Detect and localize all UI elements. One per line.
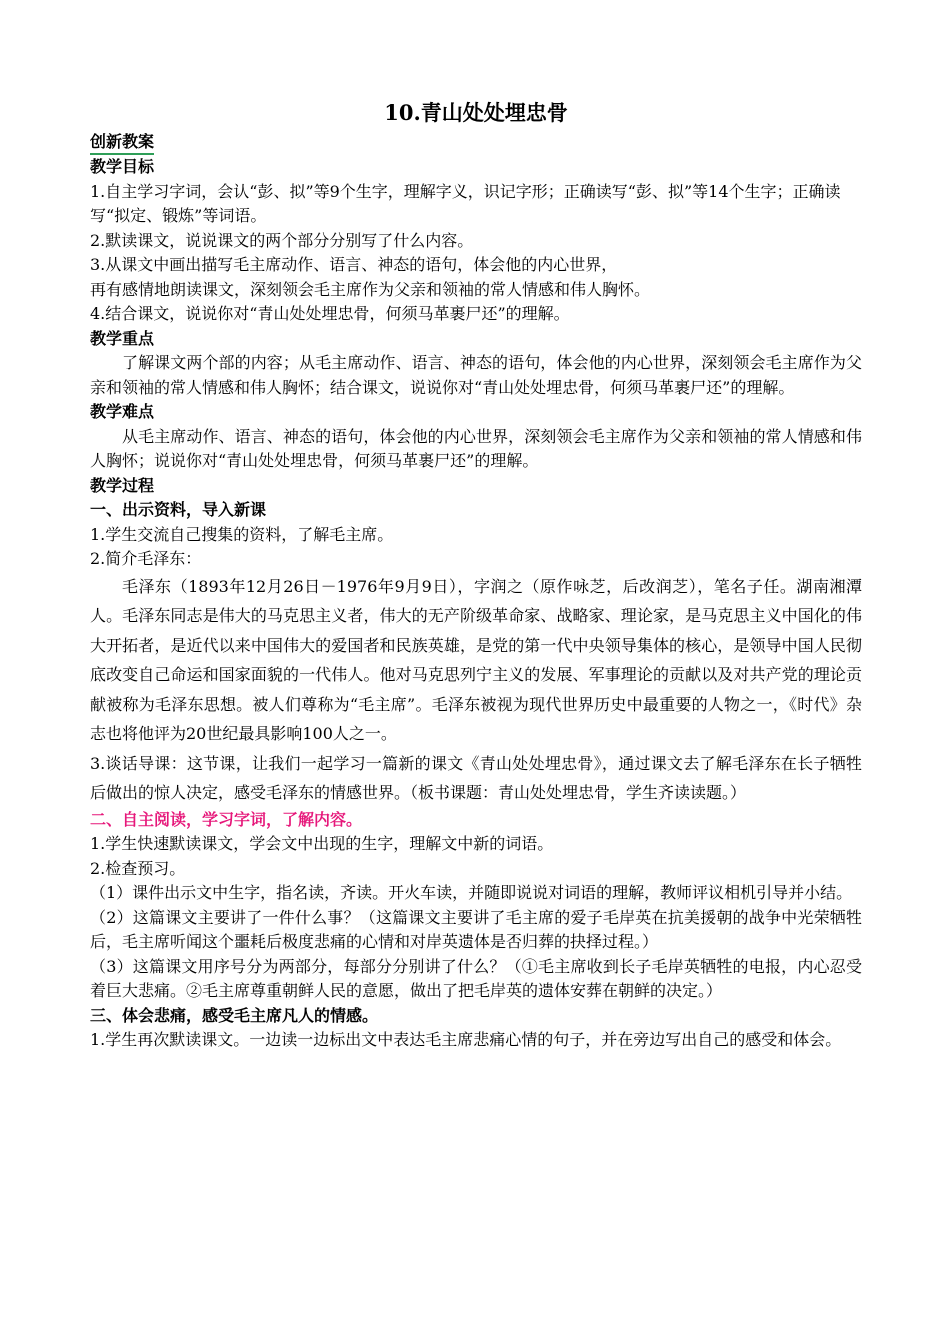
goal-item-2: 2.默读课文，说说课文的两个部分分别写了什么内容。 (90, 230, 474, 250)
step2-sub-2: （2）这篇课文主要讲了一件什么事？（这篇课文主要讲了毛主席的爱子毛岸英在抗美援朝的战争中光荣牺牲后，毛主席听闻这个噩耗后极度悲痛的心情和对岸英遗体是否归葬的抉择过程。） (90, 907, 862, 951)
key-points-text: 了解课文两个部的内容；从毛主席动作、语言、神态的语句，体会他的内心世界，深刻领会毛主席作为父亲和领袖的常人情感和伟人胸怀；结合课文，说说你对“青山处处埋忠骨，何须马革裹尸还”的理解。 (90, 353, 862, 397)
step1-heading: 一、出示资料，导入新课 (90, 500, 267, 519)
goal-item-1: 1.自主学习字词，会认“彭、拟”等9个生字，理解字义，识记字形；正确读写“彭、拟”等14个生字；正确读写“拟定、锻炼”等词语。 (90, 181, 841, 225)
step2-sub-1: （1）课件出示文中生字，指名读，齐读。开火车读，并随即说说对词语的理解，教师评议相机引导并小结。 (90, 883, 853, 902)
step2-item-2: 2.检查预习。 (90, 858, 186, 878)
step2-sub-3: （3）这篇课文用序号分为两部分，每部分分别讲了什么？（①毛主席收到长子毛岸英牺牲的电报，内心忍受着巨大悲痛。②毛主席尊重朝鲜人民的意愿，做出了把毛岸英的遗体安葬在朝鲜的决定。） (90, 956, 862, 1000)
difficulties-heading: 教学难点 (90, 402, 155, 421)
step3-item-1: 1.学生再次默读课文。一边读一边标出文中表达毛主席悲痛心情的句子，并在旁边写出自己的感受和体会。 (90, 1030, 842, 1049)
goal-item-3-continued: 再有感情地朗读课文，深刻领会毛主席作为父亲和领袖的常人情感和伟人胸怀。 (90, 279, 651, 299)
mao-biography: 毛泽东（1893年12月26日－1976年9月9日），字润之（原作咏芝，后改润芝），笔名子任。湖南湘潭人。毛泽东同志是伟大的马克思主义者，伟大的无产阶级革命家、战略家、理论家，是马克思主义中国化的伟大开拓者，是近代以来中国伟大的爱国者和民族英雄，是党的第一代中央领导集体的核心，是领导中国人民彻底改变自己命运和国家面貌的一代伟人。他对马克思列宁主义的发展、军事理论的贡献以及对共产党的理论贡献被称为毛泽东思想。被人们尊称为“毛主席”。毛泽东被视为现代世界历史中最重要的人物之一，《时代》杂志也将他评为20世纪最具影响100人之一。 (90, 576, 862, 743)
step2-heading: 二、自主阅读，学习字词，了解内容。 (90, 809, 363, 829)
document-page (90, 96, 862, 1053)
goal-item-4: 4.结合课文，说说你对“青山处处埋忠骨，何须马革裹尸还”的理解。 (90, 304, 570, 323)
goal-item-3: 3.从课文中画出描写毛主席动作、语言、神态的语句，体会他的内心世界， (90, 255, 618, 274)
page-title: 10.青山处处埋忠骨 (384, 100, 568, 125)
goals-heading: 教学目标 (90, 157, 155, 176)
process-heading: 教学过程 (90, 475, 155, 495)
step1-item-1: 1.学生交流自己搜集的资料，了解毛主席。 (90, 524, 394, 544)
section-tag: 创新教案 (90, 131, 154, 155)
step1-item-3: 3.谈话导课：这节课，让我们一起学习一篇新的课文《青山处处埋忠骨》，通过课文去了解毛泽东在长子牺牲后做出的惊人决定，感受毛泽东的情感世界。（板书课题：青山处处埋忠骨，学生齐读读题。） (90, 753, 862, 802)
key-points-heading: 教学重点 (90, 328, 155, 348)
difficulties-text: 从毛主席动作、语言、神态的语句，体会他的内心世界，深刻领会毛主席作为父亲和领袖的常人情感和伟人胸怀；说说你对“青山处处埋忠骨，何须马革裹尸还”的理解。 (90, 426, 862, 470)
step2-item-1: 1.学生快速默读课文，学会文中出现的生字，理解文中新的词语。 (90, 834, 554, 853)
step3-heading: 三、体会悲痛，感受毛主席凡人的情感。 (90, 1005, 379, 1025)
step1-item-2: 2.简介毛泽东： (90, 549, 202, 568)
